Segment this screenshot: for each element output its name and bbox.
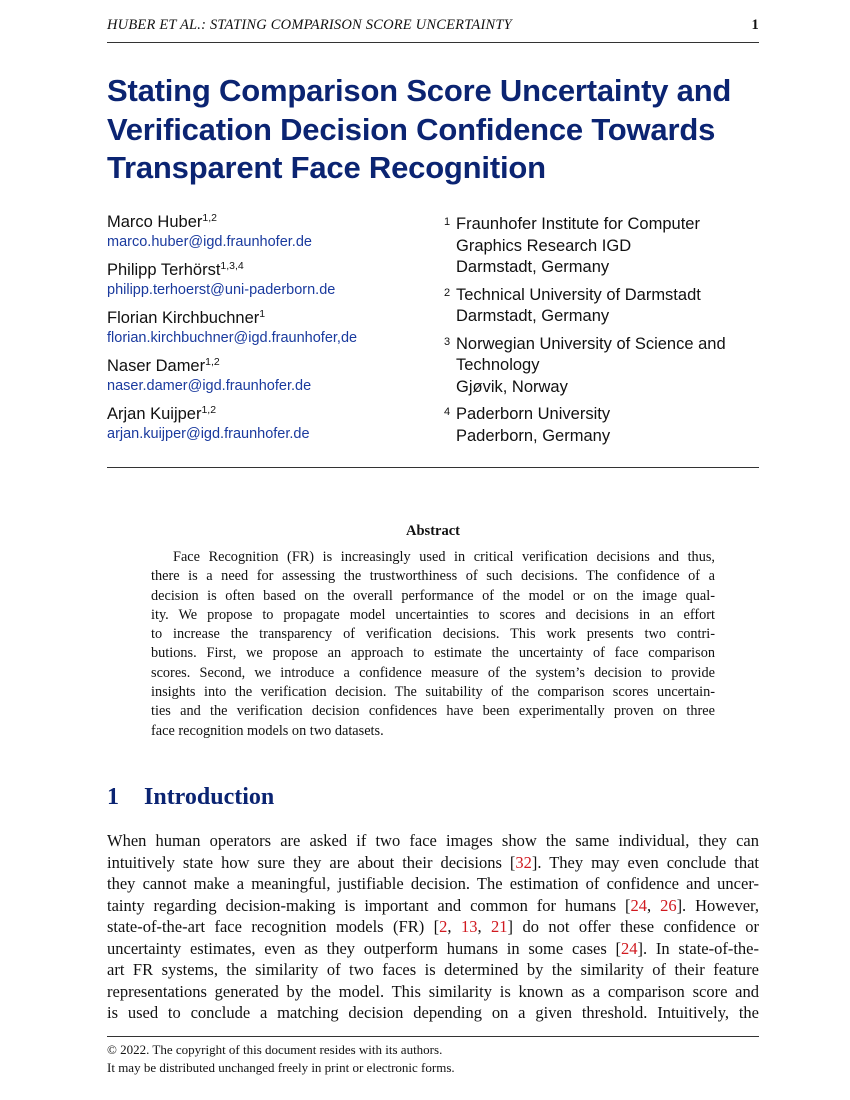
affiliation-line: Darmstadt, Germany (456, 258, 610, 276)
footer-divider (107, 1036, 759, 1037)
abstract-line: Face Recognition (FR) is increasingly used in critical verification decisions and thus, (173, 549, 715, 565)
abstract-heading: Abstract (406, 523, 460, 539)
abstract-line: there is a need for assessing the trustworthiness of such decisions. The confidence of a (151, 568, 715, 585)
author-list (107, 211, 437, 451)
affiliation-entry (444, 285, 764, 328)
affiliation-list (444, 214, 764, 453)
citation-link[interactable]: 24 (621, 938, 638, 958)
body-line: they cannot make a meaningful, justifiable decision. The estimation of confidence and uncer- (107, 874, 759, 893)
abstract-line: insights into the verification decision. The suitability of the comparison scores uncertain- (151, 684, 715, 701)
author-entry (107, 307, 437, 355)
citation-link[interactable]: 26 (660, 895, 677, 915)
affiliation-marks: 1,2 (205, 356, 220, 368)
section-title: Introduction (144, 784, 275, 810)
header-divider (107, 42, 759, 43)
introduction-paragraph (107, 830, 759, 1024)
affiliation-line: Darmstadt, Germany (456, 307, 610, 325)
author-email-link[interactable]: naser.damer@igd.fraunhofer.de (107, 378, 312, 394)
affiliation-entry (444, 404, 764, 447)
author-name: Florian Kirchbuchner$^1$ (107, 308, 266, 327)
abstract-line: face recognition models on two datasets. (151, 722, 384, 739)
body-line: intuitively state how sure they are about their decisions [32]. They may even conclude that (107, 852, 759, 872)
author-name: Philipp Terhörst$^{1,3,4}$ (107, 260, 244, 279)
author-email-link[interactable]: florian.kirchbuchner@igd.fraunhofer,de (107, 330, 358, 346)
body-line: state-of-the-art face recognition models (FR) [2, 13, 21] do not offer these confidence or (107, 917, 760, 936)
affiliation-line: Technical University of Darmstadt (456, 285, 701, 304)
affiliation-entry (444, 334, 764, 399)
abstract-line: ity. We propose to propagate model uncertainties to scores and decisions in an effort (151, 606, 715, 623)
author-email-link[interactable]: philipp.terhoerst@uni-paderborn.de (107, 282, 336, 298)
affiliation-line: Fraunhofer Institute for Computer (456, 215, 700, 233)
running-header-title: HUBER ET AL.: STATING COMPARISON SCORE UNCERTAINTY (107, 17, 512, 33)
author-name: Naser Damer$^{1,2}$ (107, 356, 220, 375)
author-entry (107, 259, 437, 307)
affiliation-line: Gjøvik, Norway (456, 377, 568, 396)
body-line: art FR systems, the similarity of two faces is determined by the similarity of their feature (107, 960, 759, 979)
affiliation-number: 3 (444, 335, 451, 348)
abstract-line: ties and the verification decision confidences have been experimentally proven on three (151, 703, 715, 720)
title-line: Transparent Face Recognition (107, 150, 546, 185)
page-number: 1 (751, 17, 759, 33)
paper-title (107, 72, 767, 188)
affiliation-line: Paderborn University (456, 405, 611, 423)
copyright-line: © 2022. The copyright of this document resides with its authors. (107, 1042, 443, 1057)
affiliation-marks: 1,3,4 (220, 260, 244, 272)
affiliation-number: 1 (444, 216, 451, 228)
author-name: Arjan Kuijper$^{1,2}$ (107, 404, 217, 423)
title-block-divider (107, 467, 759, 468)
license-line: It may be distributed unchanged freely in print or electronic forms. (107, 1060, 455, 1075)
affiliation-line: Technology (456, 356, 540, 374)
affiliation-marks: 1 (259, 308, 266, 320)
copyright-footer (107, 1041, 455, 1077)
title-line: Verification Decision Confidence Towards (107, 111, 716, 147)
affiliation-line: Paderborn, Germany (456, 426, 611, 445)
body-line: uncertainty estimates, even as they outperform humans in some cases [24]. In state-of-the- (107, 938, 759, 958)
citation-link[interactable]: 32 (515, 852, 532, 872)
abstract-line: scores. Second, we introduce a confidence measure of the system’s decision to provide (151, 664, 715, 681)
author-email-link[interactable]: arjan.kuijper@igd.fraunhofer.de (107, 426, 310, 442)
abstract-line: butions. First, we propose an approach to estimate the uncertainty of face comparison (151, 645, 715, 662)
affiliation-marks: 1,2 (201, 404, 217, 416)
affiliation-marks: 1,2 (202, 212, 217, 224)
running-header (107, 17, 759, 39)
affiliation-line: Graphics Research IGD (456, 236, 632, 255)
affiliation-number: 4 (444, 406, 451, 418)
author-email-link[interactable]: marco.huber@igd.fraunhofer.de (107, 234, 312, 250)
author-entry (107, 211, 437, 259)
author-entry (107, 355, 437, 403)
citation-link[interactable]: 2 (439, 917, 448, 936)
citation-link[interactable]: 13 (460, 917, 478, 936)
abstract-line: to increase the transparency of verification decisions. This work presents two contri- (151, 626, 715, 643)
affiliation-line: Norwegian University of Science and (456, 334, 726, 353)
body-line: tainty regarding decision-making is important and common for humans [24, 26]. However, (107, 895, 760, 915)
affiliation-entry (444, 214, 764, 279)
abstract-line: decision is often based on the overall performance of the model or on the image qual- (151, 587, 715, 604)
body-line: When human operators are asked if two face images show the same individual, they can (107, 831, 759, 850)
title-line: Stating Comparison Score Uncertainty and (107, 73, 732, 108)
author-entry (107, 403, 437, 451)
affiliation-number: 2 (444, 286, 451, 299)
citation-link[interactable]: 21 (491, 917, 508, 936)
author-name: Marco Huber$^{1,2}$ (107, 212, 217, 231)
abstract-text (151, 548, 715, 741)
body-line: representations generated by the model. This similarity is known as a comparison score and (107, 981, 759, 1001)
body-line: is used to conclude a matching decision depending on a given threshold. Intuitively, the (107, 1003, 759, 1022)
citation-link[interactable]: 24 (630, 895, 648, 915)
section-heading-introduction (107, 784, 274, 811)
section-number: 1 (107, 784, 119, 810)
